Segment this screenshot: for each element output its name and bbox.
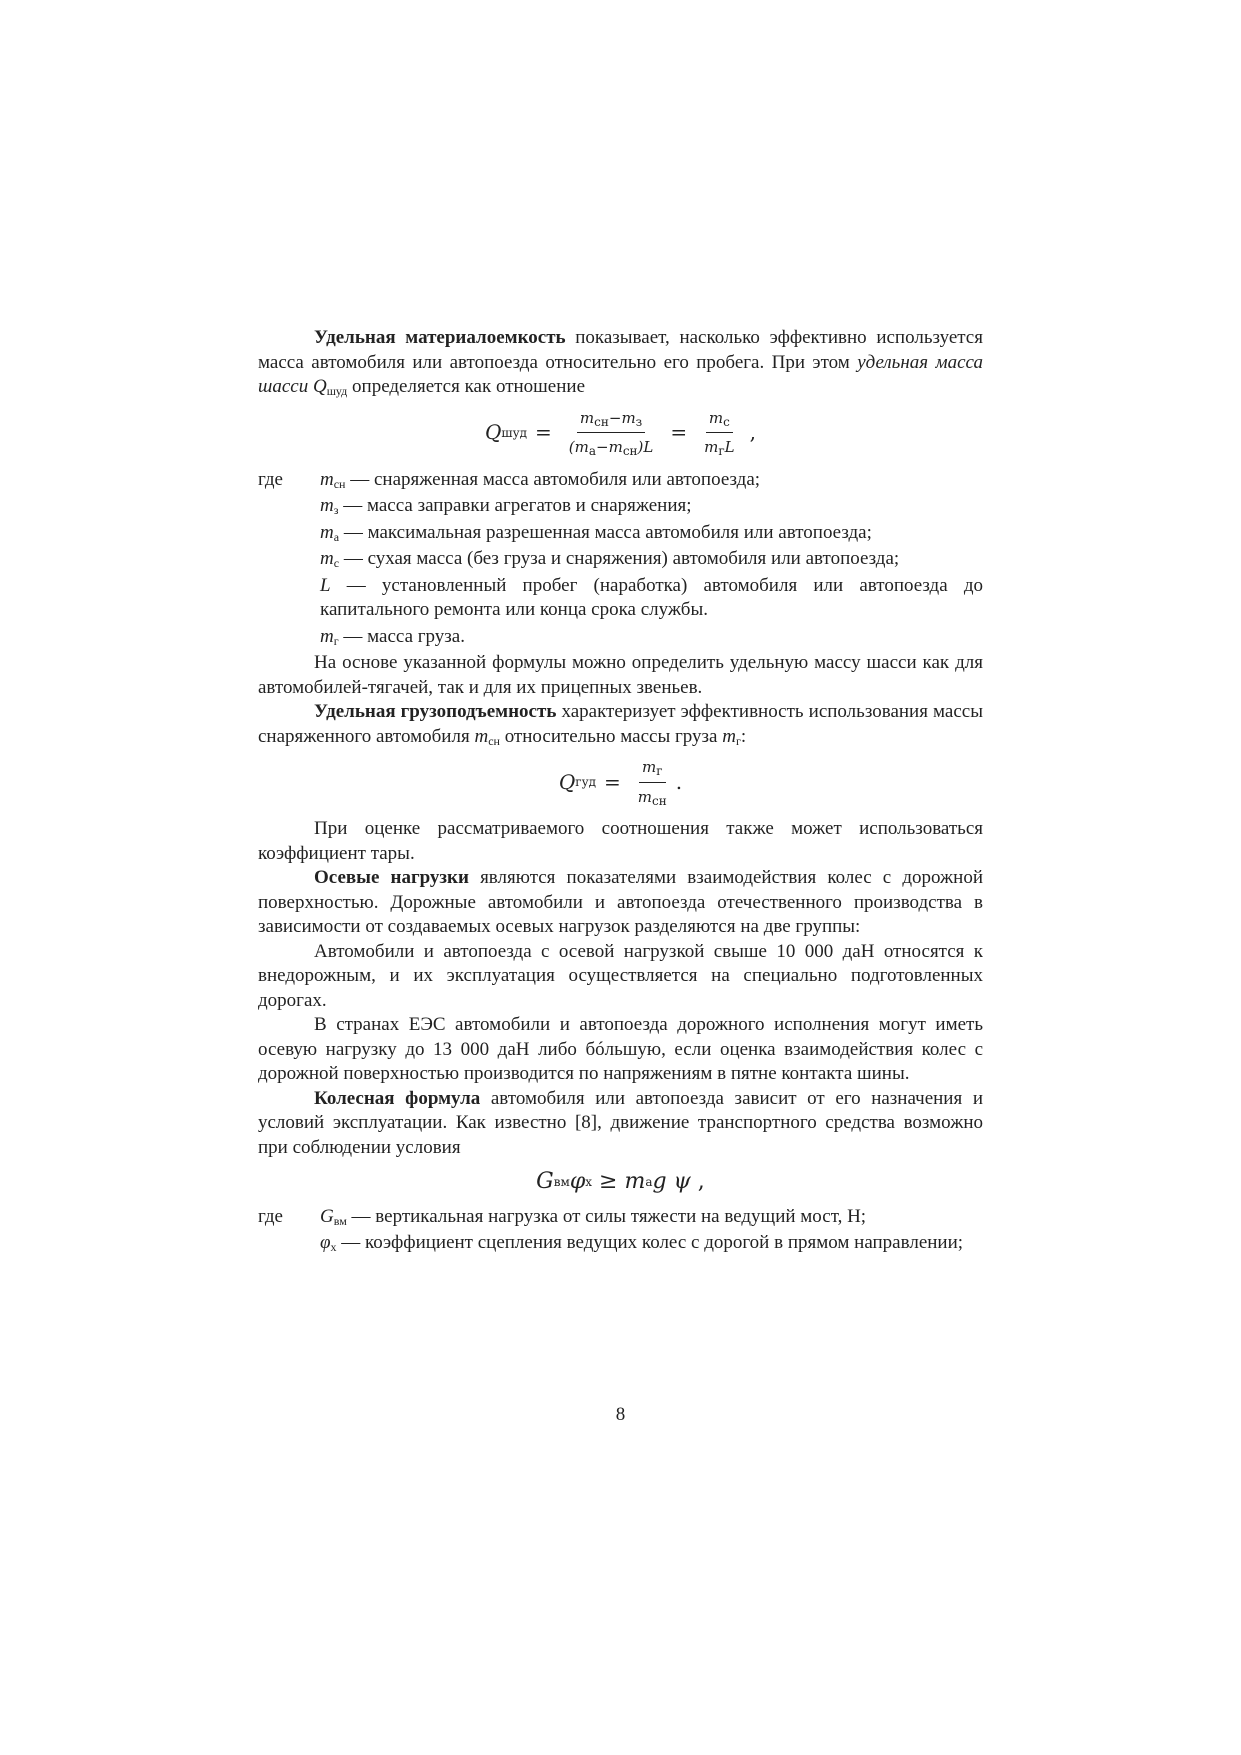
formula-symbol: −m: [608, 408, 636, 427]
subscript: вм: [333, 1213, 347, 1228]
definition-item: [320, 494, 983, 521]
subscript: шуд: [326, 384, 348, 398]
symbol: m: [320, 625, 334, 647]
term-bold: Осевые нагрузки: [314, 867, 469, 888]
fraction-numerator: [706, 406, 733, 434]
paragraph-wheel-formula: [258, 1087, 983, 1161]
fraction: [566, 406, 657, 460]
definitions-list: [320, 468, 983, 652]
paragraph-text: показывает, насколько эффективно используется масса автомобиля или автопоезда относительно его пробега. При этом: [258, 327, 983, 373]
definition-text: — вертикальная нагрузка от силы тяжести на ведущий мост, Н;: [346, 1205, 867, 1227]
formula-symbol: m: [708, 408, 724, 427]
subscript: з: [333, 503, 339, 517]
formula-symbol: (m: [568, 438, 589, 456]
paragraph-payload-ratio: [258, 700, 983, 749]
subscript: г: [735, 733, 741, 748]
paragraph-offroad: Автомобили и автопоезда с осевой нагрузкой свыше 10 000 даН относятся к внедорожным, и их эксплуатация осуществляется на специально подготовленных дорогах.: [258, 940, 983, 1011]
paragraph-chassis-formula-use: На основе указанной формулы можно определить удельную массу шасси как для автомобилей-тягачей, так и для их прицепных звеньев.: [258, 652, 983, 698]
term-bold: Удельная материалоемкость: [314, 327, 566, 348]
definitions-block-1: [258, 468, 983, 652]
term-italic: удельная масса шасси Q: [258, 351, 983, 397]
paragraph-material-intensity: [258, 326, 983, 400]
definition-item: [320, 574, 983, 625]
subscript: сн: [333, 476, 346, 491]
symbol: G: [320, 1205, 334, 1227]
definition-item: [320, 1205, 983, 1232]
formula-punctuation: .: [675, 769, 683, 794]
formula-chassis-mass: Q шуд = $\frac{m_{сн}-m_з}{(m_a-m_{сн})L}$ = $\frac{m_с}{m_гL}$ ,: [258, 406, 983, 460]
definition-item: [320, 521, 983, 548]
paragraph-text: :: [740, 725, 747, 747]
formula-symbol: g ψ: [652, 1169, 691, 1194]
definition-text: — сухая масса (без груза и снаряжения) автомобиля или автопоезда;: [339, 548, 900, 569]
fraction-denominator: [566, 433, 657, 460]
definition-text: — установленный пробег (наработка) автомобиля или автопоезда до капитального ремонта или конца срока службы.: [320, 574, 983, 620]
subscript: a: [588, 444, 597, 458]
definition-text: — коэффициент сцепления ведущих колес с дорогой в прямом направлении;: [336, 1232, 964, 1253]
subscript: a: [333, 529, 340, 544]
paragraph-text: характеризует эффективность использования массы снаряженного автомобиля: [258, 701, 983, 747]
formula-punctuation: ,: [690, 1169, 705, 1194]
formula-symbol: )L: [637, 438, 654, 456]
page-number: 8: [615, 1404, 626, 1425]
paragraph-text: автомобиля или автопоезда зависит от его назначения и условий эксплуатации. Как известно [8], движение транспортного средства возможно при соблюдении условия: [258, 1087, 984, 1158]
where-label: где: [258, 468, 283, 490]
fraction-numerator: [639, 755, 666, 783]
paragraph-text: являются показателями взаимодействия колес с дорожной поверхностью. Дорожные автомобили и автопоезда отечественного производства в зависимости от создаваемых осевых нагрузок разделяются на две группы:: [258, 867, 983, 937]
relation-sign: ≥: [592, 1169, 625, 1194]
equals-sign: =: [670, 420, 688, 445]
definition-text: — снаряженная масса автомобиля или автопоезда;: [345, 468, 761, 490]
subscript: г: [718, 444, 725, 458]
fraction-numerator: [577, 406, 645, 434]
formula-symbol: m: [704, 438, 719, 456]
formula-symbol: m: [624, 1169, 646, 1194]
formula-punctuation: ,: [749, 420, 756, 445]
paragraph-eec: В странах ЕЭС автомобили и автопоезда дорожного исполнения могут иметь осевую нагрузку до 13 000 даН либо бóльшую, если оценка взаимодействия колес с дорожной поверхностью производится по напряжениям в пятне контакта шины.: [258, 1014, 983, 1084]
symbol: L: [320, 574, 331, 596]
where-label: где: [258, 1205, 283, 1227]
definition-item: [320, 625, 983, 652]
definition-text: — масса груза.: [338, 625, 465, 647]
definition-text: — максимальная разрешенная масса автомобиля или автопоезда;: [339, 521, 872, 543]
subscript: x: [330, 1240, 337, 1254]
formula-symbol: m: [637, 787, 653, 806]
paragraph-tare: При оценке рассматриваемого соотношения также может использоваться коэффициент тары.: [258, 818, 983, 864]
symbol: m: [320, 548, 334, 569]
subscript: сн: [652, 793, 667, 808]
formula-payload: Q гуд = $\frac{m_г}{m_{сн}}$ .: [258, 755, 983, 809]
symbol: φ: [320, 1232, 331, 1253]
subscript: г: [656, 764, 663, 778]
symbol: m: [320, 495, 334, 516]
page-body: [258, 326, 983, 1258]
term-bold: Удельная грузоподъемность: [314, 701, 557, 722]
subscript: с: [333, 556, 340, 570]
subscript: сн: [594, 414, 609, 429]
symbol: m: [320, 468, 334, 490]
formula-symbol: G: [536, 1169, 554, 1194]
definition-item: [320, 468, 983, 495]
term-bold: Колесная формула: [314, 1087, 481, 1109]
definition-item: [320, 1231, 983, 1258]
equals-sign: =: [604, 769, 621, 794]
paragraph-text: определяется как отношение: [347, 376, 586, 397]
definition-item: [320, 547, 983, 574]
subscript: сн: [622, 444, 638, 458]
definition-text: — масса заправки агрегатов и снаряжения;: [338, 495, 692, 516]
subscript: с: [723, 414, 730, 429]
formula-symbol: φ: [569, 1169, 586, 1194]
formula-symbol: Q: [558, 769, 576, 794]
symbol: m: [474, 725, 489, 747]
fraction-denominator: [701, 433, 738, 460]
formula-symbol: Q: [485, 420, 502, 445]
subscript: сн: [488, 733, 500, 748]
paragraph-text: относительно массы груза: [499, 725, 723, 747]
paragraph-axle-loads: [258, 866, 983, 940]
symbol: m: [722, 725, 736, 747]
equals-sign: =: [535, 420, 552, 445]
symbol: m: [320, 521, 334, 543]
subscript: г: [333, 633, 339, 648]
fraction: [635, 755, 670, 809]
formula-traction-condition: G вм φ x ≥ m a g ψ ,: [536, 1169, 705, 1194]
definitions-list: [320, 1205, 983, 1258]
formula-symbol: m: [579, 408, 595, 427]
formula-symbol: −m: [596, 438, 623, 456]
definitions-block-2: [258, 1205, 983, 1258]
formula-symbol: m: [642, 758, 657, 776]
fraction: [701, 406, 738, 460]
formula-symbol: L: [724, 438, 735, 456]
fraction-denominator: [635, 783, 670, 810]
subscript: з: [635, 414, 643, 429]
